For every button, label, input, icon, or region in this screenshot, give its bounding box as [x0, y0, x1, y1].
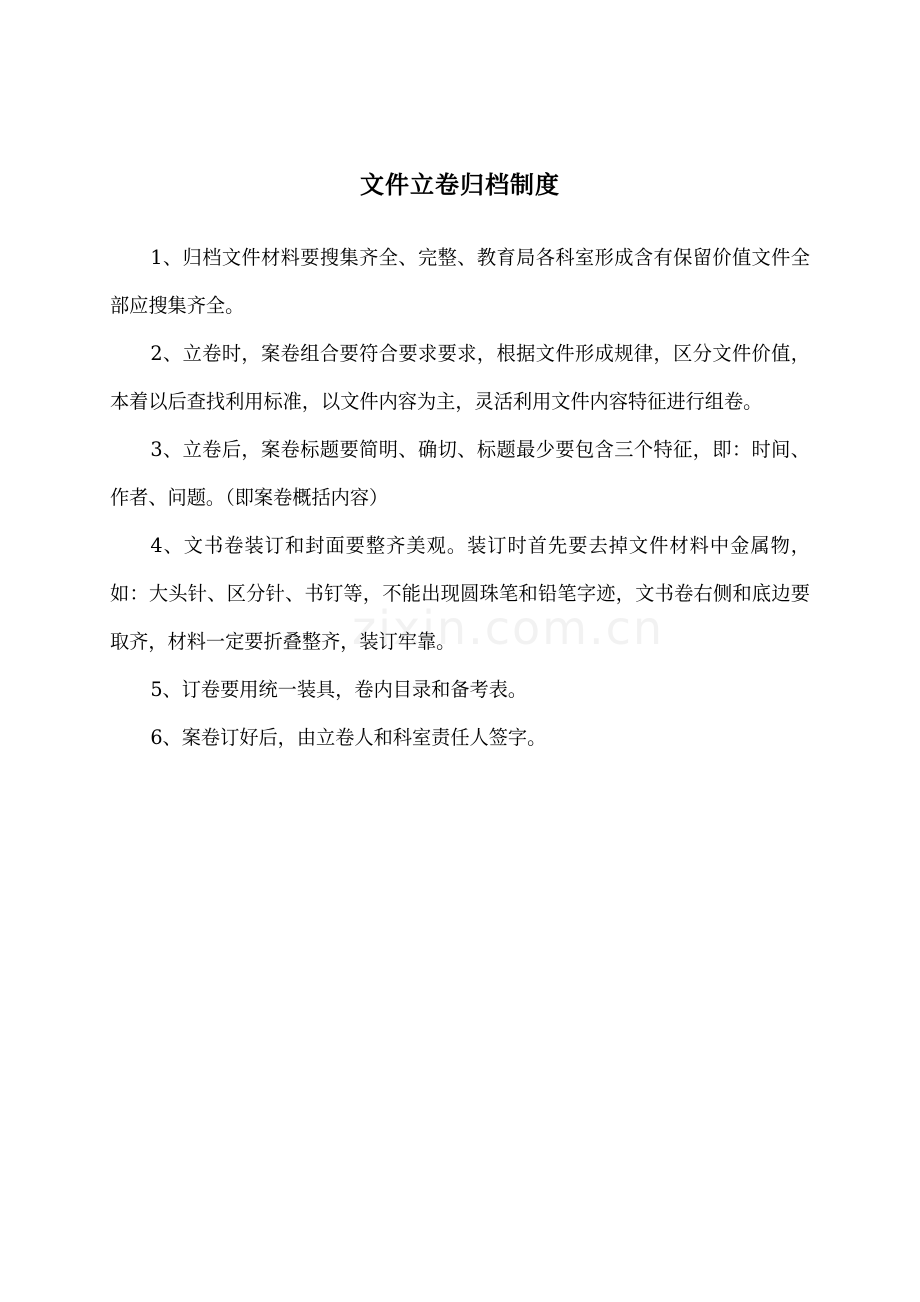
paragraph-3: 3、立卷后，案卷标题要简明、确切、标题最少要包含三个特征，即：时间、作者、问题。（即案卷概括内容） — [110, 438, 810, 509]
paragraph-2: 2、立卷时，案卷组合要符合要求要求，根据文件形成规律，区分文件价值，本着以后查找利用标准，以文件内容为主，灵活利用文件内容特征进行组卷。 — [110, 342, 810, 413]
paragraph-1: 1、归档文件材料要搜集齐全、完整、教育局各科室形成含有保留价值文件全部应搜集齐全。 — [110, 246, 810, 317]
paragraph-4: 4、文书卷装订和封面要整齐美观。装订时首先要去掉文件材料中金属物，如：大头针、区分针、书钉等，不能出现圆珠笔和铅笔字迹，文书卷右侧和底边要取齐，材料一定要折叠整齐，装订牢靠。 — [110, 534, 810, 653]
paragraph-5: 5、订卷要用统一装具，卷内目录和备考表。 — [150, 678, 528, 701]
paragraph-6: 6、案卷订好后，由立卷人和科室责任人签字。 — [150, 726, 547, 749]
document-title: 文件立卷归档制度 — [360, 171, 560, 199]
document-body — [110, 234, 810, 762]
watermark: zixin.com.cn — [352, 601, 665, 655]
